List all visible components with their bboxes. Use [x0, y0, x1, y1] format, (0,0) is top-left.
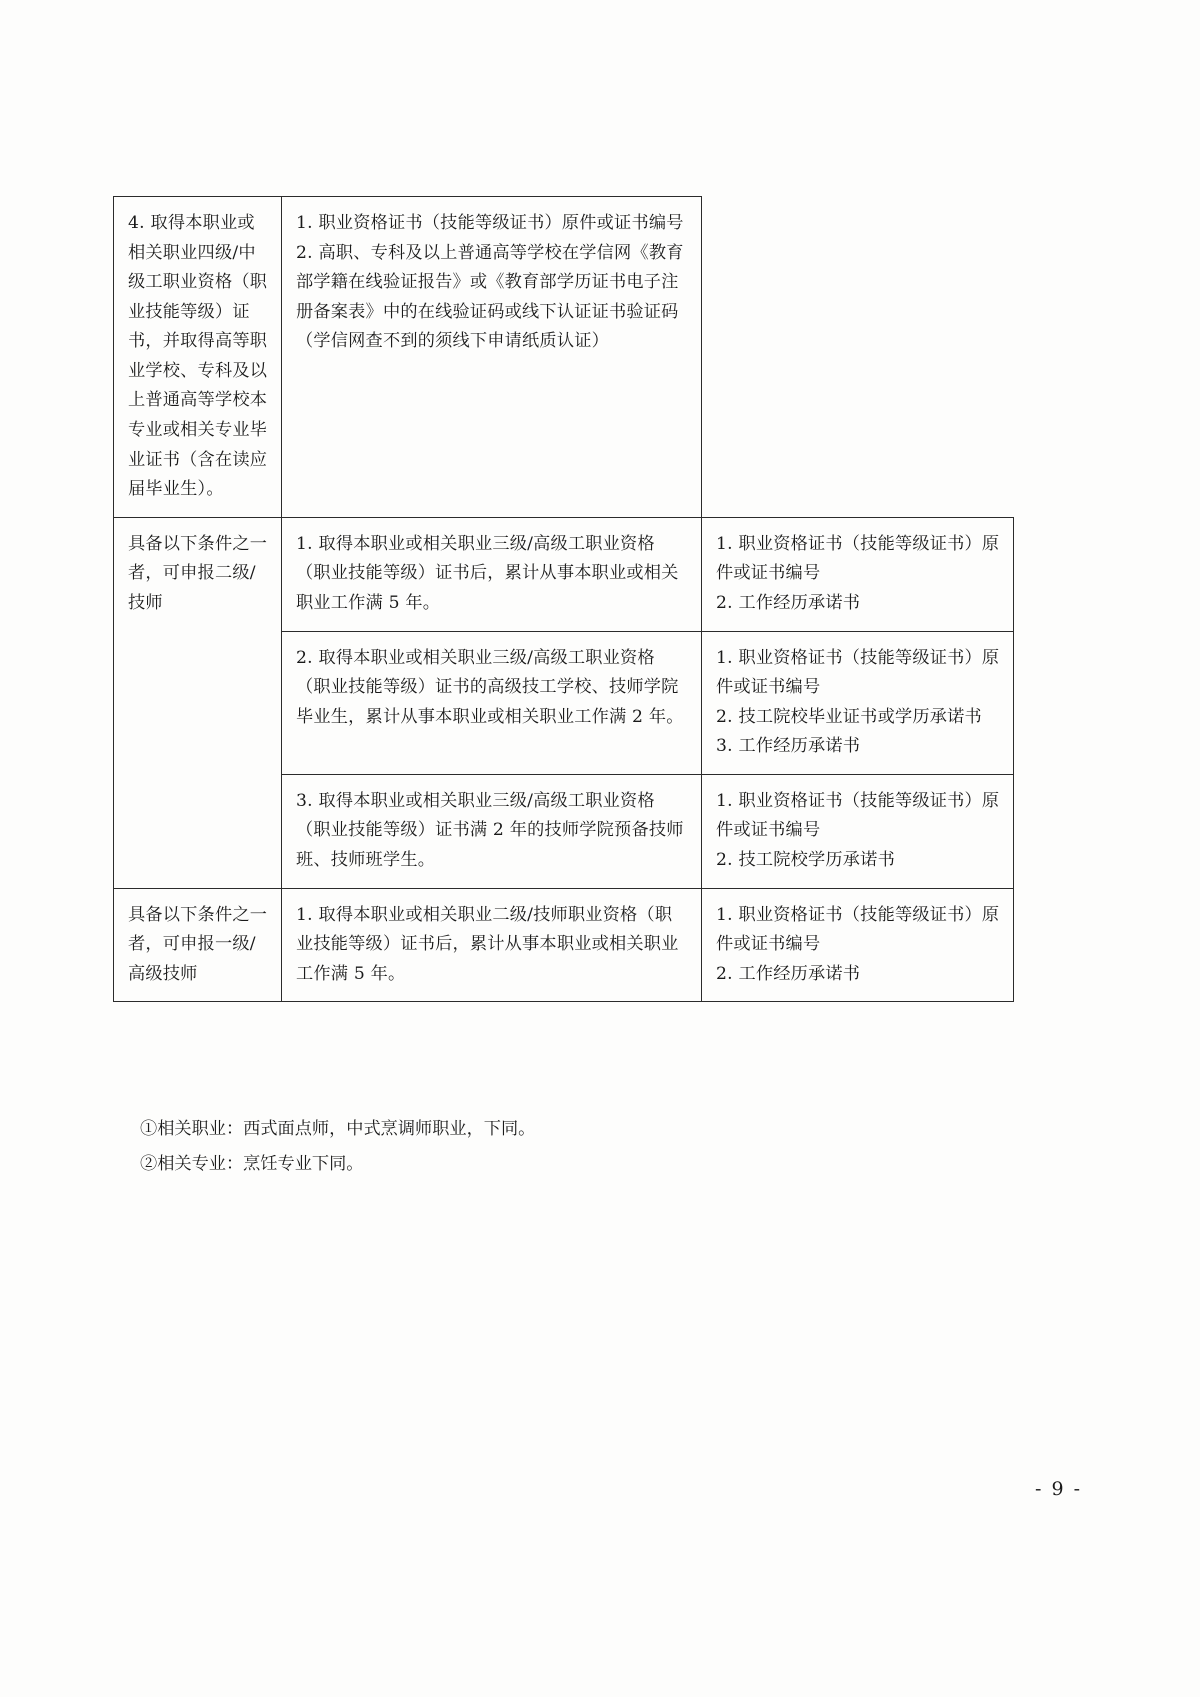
- qualification-table: [113, 196, 1014, 1002]
- condition-cell: 3. 取得本职业或相关职业三级/高级工职业资格（职业技能等级）证书满 2 年的技师学院预备技师班、技师班学生。: [282, 774, 702, 888]
- condition-cell: 1. 取得本职业或相关职业三级/高级工职业资格（职业技能等级）证书后，累计从事本职业或相关职业工作满 5 年。: [282, 517, 702, 631]
- table-footnotes: [140, 1112, 1020, 1183]
- materials-cell: 1. 职业资格证书（技能等级证书）原件或证书编号 2. 工作经历承诺书: [702, 517, 1014, 631]
- materials-cell: 1. 职业资格证书（技能等级证书）原件或证书编号 2. 高职、专科及以上普通高等学校在学信网《教育部学籍在线验证报告》或《教育部学历证书电子注册备案表》中的在线验证码或线下认证证书验证码（学信网查不到的须线下申请纸质认证）: [282, 197, 702, 518]
- materials-cell: 1. 职业资格证书（技能等级证书）原件或证书编号 2. 技工院校学历承诺书: [702, 774, 1014, 888]
- category-cell-technician: 具备以下条件之一者，可申报二级/技师: [114, 517, 282, 888]
- condition-cell: 4. 取得本职业或相关职业四级/中级工职业资格（职业技能等级）证书，并取得高等职业学校、专科及以上普通高等学校本专业或相关专业毕业证书（含在读应届毕业生）。: [114, 197, 282, 518]
- footnote-related-occupation: ①相关职业：西式面点师，中式烹调师职业，下同。: [140, 1119, 536, 1139]
- page-number: - 9 -: [1034, 1478, 1082, 1500]
- category-cell-senior-technician: 具备以下条件之一者，可申报一级/高级技师: [114, 888, 282, 1002]
- footnote-related-major: ②相关专业：烹饪专业下同。: [140, 1154, 364, 1175]
- materials-cell: 1. 职业资格证书（技能等级证书）原件或证书编号 2. 工作经历承诺书: [702, 888, 1014, 1002]
- table-row: [114, 888, 1014, 1002]
- condition-cell: 2. 取得本职业或相关职业三级/高级工职业资格（职业技能等级）证书的高级技工学校、技师学院毕业生，累计从事本职业或相关职业工作满 2 年。: [282, 631, 702, 774]
- table-row: [114, 197, 1014, 518]
- materials-cell: 1. 职业资格证书（技能等级证书）原件或证书编号 2. 技工院校毕业证书或学历承诺书 3. 工作经历承诺书: [702, 631, 1014, 774]
- condition-cell: 1. 取得本职业或相关职业二级/技师职业资格（职业技能等级）证书后，累计从事本职业或相关职业工作满 5 年。: [282, 888, 702, 1002]
- table-row: [114, 517, 1014, 631]
